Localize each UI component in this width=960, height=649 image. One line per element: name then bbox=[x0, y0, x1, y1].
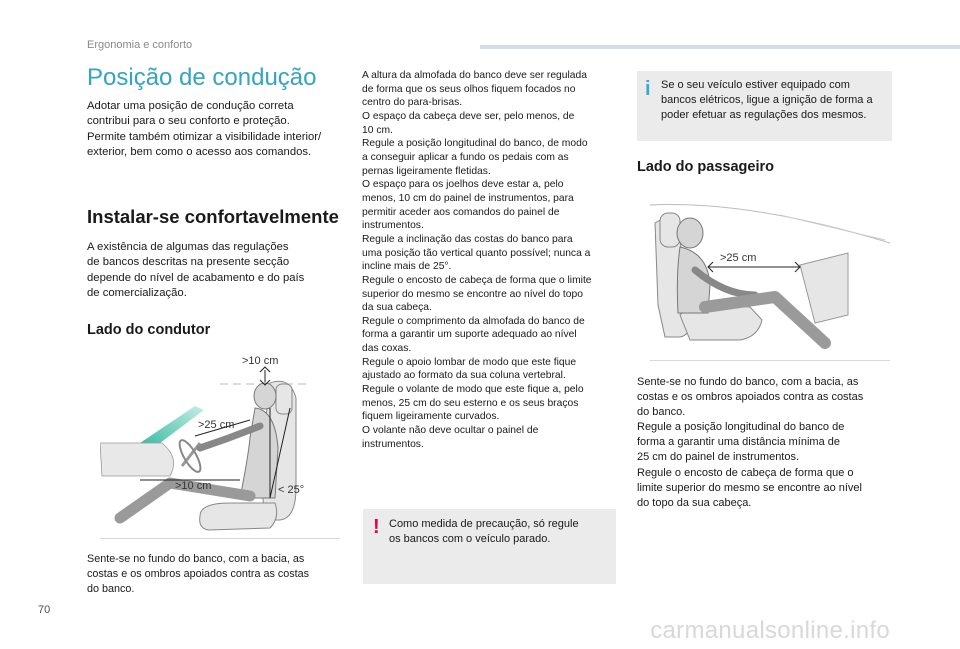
info-icon: i bbox=[645, 78, 651, 100]
passenger-heading: Lado do passageiro bbox=[637, 159, 774, 175]
info-note bbox=[637, 71, 892, 141]
backrest-angle-label: < 25° bbox=[278, 484, 305, 496]
passenger-distance-label: >25 cm bbox=[720, 252, 757, 264]
passenger-seat-illustration bbox=[650, 195, 890, 360]
page-title: Posição de condução bbox=[87, 64, 317, 91]
watermark: carmanualsonline.info bbox=[650, 617, 890, 644]
warning-icon: ! bbox=[373, 516, 380, 538]
section-label: Ergonomia e conforto bbox=[87, 39, 193, 51]
warning-text: Como medida de precaução, só regule os bancos com o veículo parado. bbox=[389, 518, 579, 545]
driver-adjustment-text: A altura da almofada do banco deve ser regulada de forma que os seus olhos fiquem focados no centro do para-brisas. O espaço da cabeça deve ser, pelo menos, de 10 cm. Regule a posição longitudinal do banco, de modo a conseguir aplicar a fundo os pedais com as pernas ligeiramente fletidas. O espaço para os joelhos deve estar a, pelo menos, 10 cm do painel de instrumentos, para permitir aceder aos comandos do painel de instrumentos. Regule a inclinação das costas do banco para uma posição tão vertical quanto possível; nunca a incline mais de 25°. Regule o encosto de cabeça de forma que o limite superior do mesmo se encontre ao nível do topo da sua cabeça. Regule o comprimento da almofada do banco de forma a garantir um suporte adequado ao nível das coxas. Regule o apoio lombar de modo que este fique ajustado ao formato da sua coluna vertebral. Regule o volante de modo que este fique a, pelo menos, 25 cm do seu esterno e os seus braços fiquem ligeiramente curvados. O volante não deve ocultar o painel de instrumentos. bbox=[362, 70, 592, 450]
intro-text: Adotar uma posição de condução correta contribui para o seu conforto e proteção. Permite também otimizar a visibilidade interior/ exterior, bem como o acesso aos comandos. bbox=[87, 100, 322, 158]
header-rule bbox=[480, 45, 960, 49]
page-number: 70 bbox=[38, 604, 51, 616]
driver-seat-drawing bbox=[100, 348, 340, 538]
passenger-text: Sente-se no fundo do banco, com a bacia, as costas e os ombros apoiados contra as costas do banco. Regule a posição longitudinal do banco de forma a garantir uma distância mínima de 25 cm do painel de instrumentos. Regule o encosto de cabeça de forma que o limite superior do mesmo se encontre ao nível do topo da sua cabeça. bbox=[637, 376, 864, 509]
warning-note bbox=[363, 509, 616, 584]
install-heading: Instalar-se confortavelmente bbox=[87, 206, 339, 227]
head-clearance-label: >10 cm bbox=[242, 355, 279, 367]
passenger-seat-drawing bbox=[650, 195, 890, 360]
info-text: Se o seu veículo estiver equipado com bancos elétricos, ligue a ignição de forma a poder efetuar as regulações dos mesmos. bbox=[661, 79, 873, 121]
arm-distance-label: >25 cm bbox=[198, 419, 235, 431]
install-text: A existência de algumas das regulações de bancos descritas na presente secção depende do nível de acabamento e do país de comercialização. bbox=[87, 241, 305, 299]
driver-seat-illustration bbox=[100, 348, 340, 538]
passenger-figure-rule bbox=[650, 360, 890, 361]
driver-figure-rule bbox=[100, 538, 340, 539]
driver-heading: Lado do condutor bbox=[87, 322, 211, 338]
knee-clearance-label: >10 cm bbox=[175, 480, 212, 492]
driver-caption: Sente-se no fundo do banco, com a bacia, as costas e os ombros apoiados contra as costas do banco. bbox=[87, 553, 310, 595]
